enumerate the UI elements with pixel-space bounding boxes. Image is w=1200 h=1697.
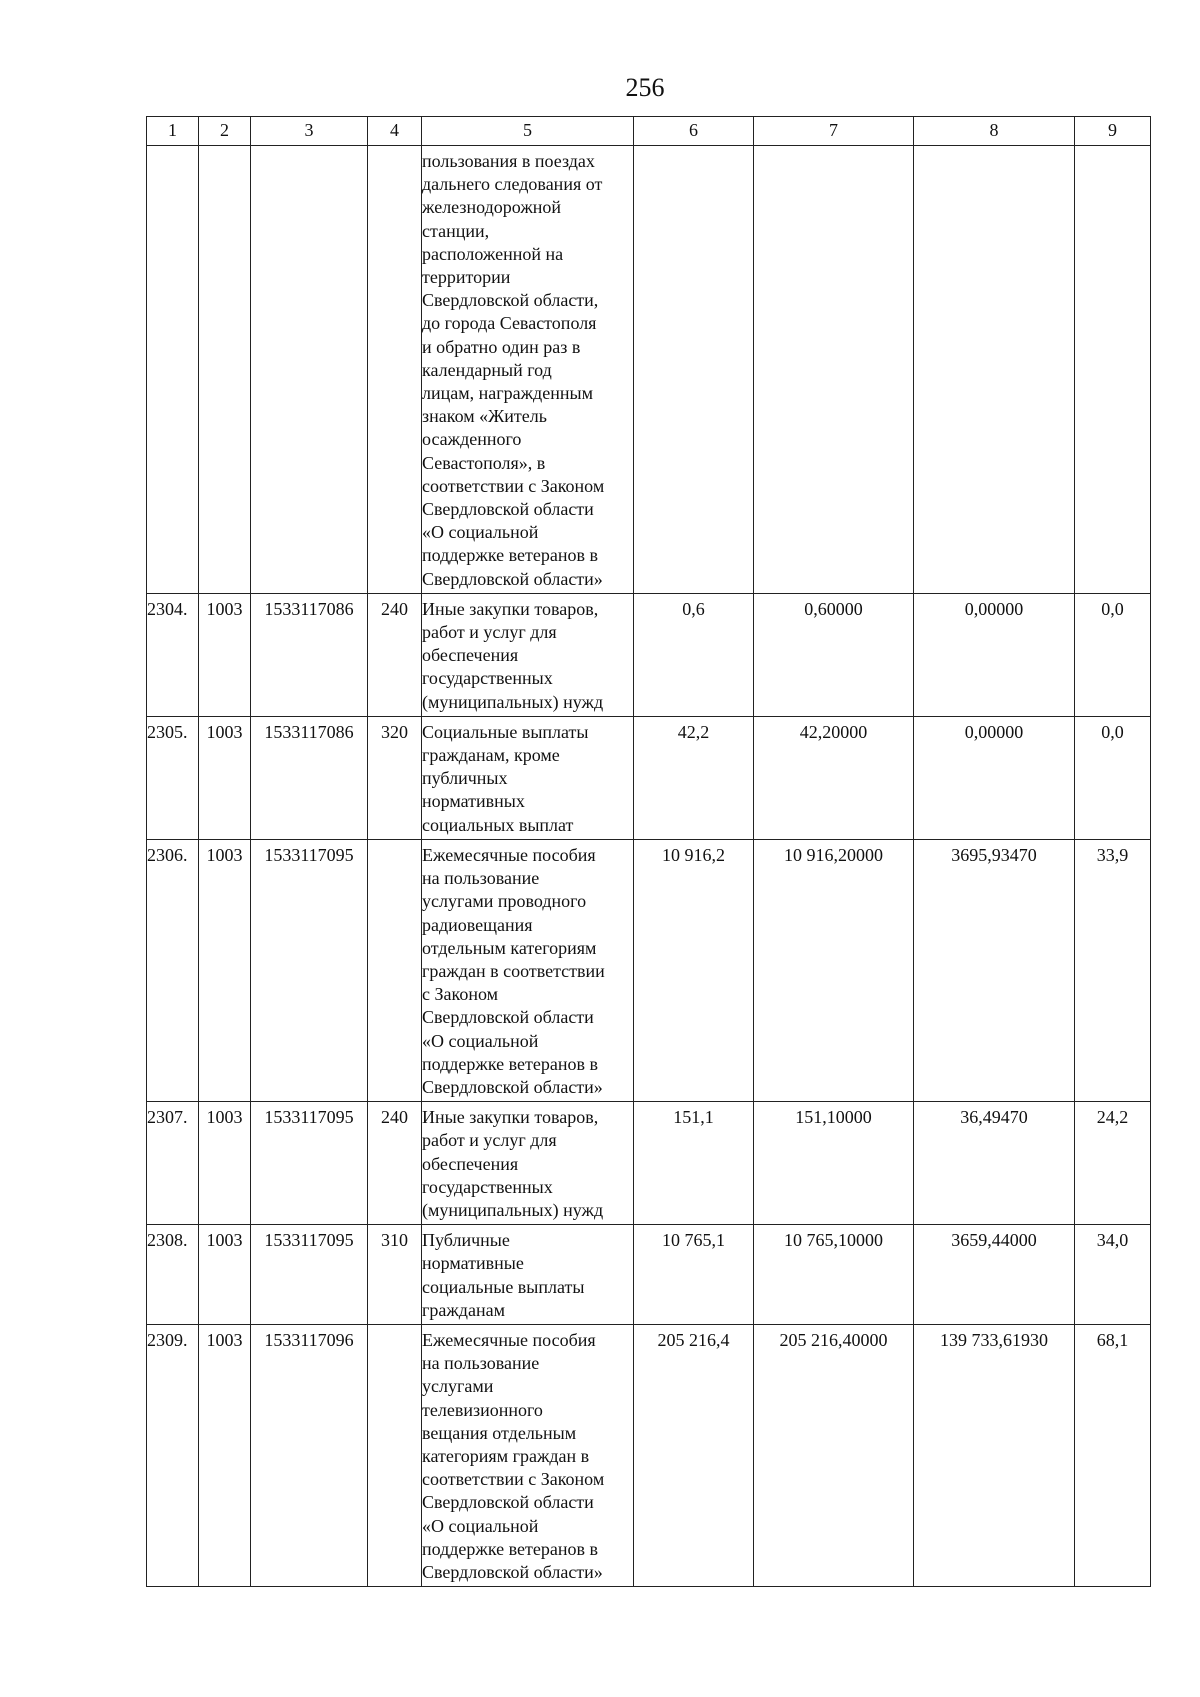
item-name-line: календарный год xyxy=(422,359,552,380)
execution-percent-cell xyxy=(1075,146,1151,594)
item-name-cell xyxy=(422,146,634,594)
table-row xyxy=(147,839,1151,1101)
item-name-line: соответствии с Законом xyxy=(422,475,605,496)
table-row xyxy=(147,1324,1151,1586)
item-name-line: работ и услуг для xyxy=(422,1130,557,1151)
item-name-line: до города Севастополя xyxy=(422,313,597,334)
section-code-cell: 1003 xyxy=(199,716,251,839)
item-name-line: социальные выплаты xyxy=(422,1276,585,1297)
specified-amount-cell: 42,20000 xyxy=(754,716,914,839)
item-name-line: Ежемесячные пособия xyxy=(422,844,596,865)
item-name-cell xyxy=(422,1324,634,1586)
plan-amount-cell: 42,2 xyxy=(634,716,754,839)
expense-type-cell: 240 xyxy=(368,1102,422,1225)
item-name-line: Свердловской области, xyxy=(422,290,599,311)
executed-amount-cell xyxy=(914,146,1075,594)
item-name-cell xyxy=(422,1102,634,1225)
section-code-cell: 1003 xyxy=(199,593,251,716)
execution-percent-cell: 34,0 xyxy=(1075,1225,1151,1325)
item-name-line: поддержке ветеранов в xyxy=(422,545,599,566)
item-name-line: Свердловской области xyxy=(422,1492,594,1513)
section-code-cell: 1003 xyxy=(199,1102,251,1225)
item-name-line: «О социальной xyxy=(422,1030,539,1051)
item-name-line: нормативные xyxy=(422,1253,524,1274)
page-number: 256 xyxy=(625,73,665,102)
table-row xyxy=(147,1225,1151,1325)
specified-amount-cell: 151,10000 xyxy=(754,1102,914,1225)
target-code-cell: 1533117095 xyxy=(251,1102,368,1225)
table-row xyxy=(147,716,1151,839)
item-name-line: публичных xyxy=(422,768,508,789)
item-name-line: Социальные выплаты xyxy=(422,721,589,742)
item-name-line: социальных выплат xyxy=(422,814,574,835)
table-row xyxy=(147,1102,1151,1225)
item-name-line: государственных xyxy=(422,668,553,689)
specified-amount-cell: 205 216,40000 xyxy=(754,1324,914,1586)
item-name-line: станции, xyxy=(422,220,490,241)
target-code-cell: 1533117096 xyxy=(251,1324,368,1586)
expense-type-cell: 310 xyxy=(368,1225,422,1325)
item-name-line: Свердловской области» xyxy=(422,568,603,589)
execution-percent-cell: 68,1 xyxy=(1075,1324,1151,1586)
row-number-cell: 2308. xyxy=(147,1225,199,1325)
item-name-line: нормативных xyxy=(422,791,525,812)
section-code-cell: 1003 xyxy=(199,1324,251,1586)
item-name-line: обеспечения xyxy=(422,1153,519,1174)
target-code-cell: 1533117086 xyxy=(251,716,368,839)
item-name-line: расположенной на xyxy=(422,243,564,264)
execution-percent-cell: 0,0 xyxy=(1075,593,1151,716)
expense-type-cell xyxy=(368,1324,422,1586)
item-name-line: государственных xyxy=(422,1176,553,1197)
execution-percent-cell: 24,2 xyxy=(1075,1102,1151,1225)
col-header-6: 6 xyxy=(634,117,754,146)
item-name-cell xyxy=(422,593,634,716)
item-name-line: дальнего следования от xyxy=(422,174,603,195)
col-header-7: 7 xyxy=(754,117,914,146)
col-header-2: 2 xyxy=(199,117,251,146)
item-name-line: на пользование xyxy=(422,1353,540,1374)
execution-percent-cell: 0,0 xyxy=(1075,716,1151,839)
col-header-1: 1 xyxy=(147,117,199,146)
item-name-line: отдельным категориям xyxy=(422,937,597,958)
item-name-line: услугами xyxy=(422,1376,494,1397)
row-number-cell: 2306. xyxy=(147,839,199,1101)
table-row xyxy=(147,146,1151,594)
item-name-line: (муниципальных) нужд xyxy=(422,691,604,712)
item-name-line: вещания отдельным xyxy=(422,1422,577,1443)
item-name-line: осажденного xyxy=(422,429,522,450)
executed-amount-cell: 3695,93470 xyxy=(914,839,1075,1101)
item-name-line: категориям граждан в xyxy=(422,1445,590,1466)
executed-amount-cell: 36,49470 xyxy=(914,1102,1075,1225)
item-name-line: радиовещания xyxy=(422,914,533,935)
item-name-line: поддержке ветеранов в xyxy=(422,1053,599,1074)
budget-table xyxy=(146,116,1151,1587)
item-name-line: Ежемесячные пособия xyxy=(422,1329,596,1350)
target-code-cell xyxy=(251,146,368,594)
row-number-cell xyxy=(147,146,199,594)
row-number-cell: 2305. xyxy=(147,716,199,839)
plan-amount-cell: 10 916,2 xyxy=(634,839,754,1101)
col-header-8: 8 xyxy=(914,117,1075,146)
plan-amount-cell: 10 765,1 xyxy=(634,1225,754,1325)
expense-type-cell: 320 xyxy=(368,716,422,839)
specified-amount-cell: 10 916,20000 xyxy=(754,839,914,1101)
item-name-line: лицам, награжденным xyxy=(422,383,593,404)
col-header-9: 9 xyxy=(1075,117,1151,146)
section-code-cell: 1003 xyxy=(199,839,251,1101)
executed-amount-cell: 0,00000 xyxy=(914,716,1075,839)
header-row xyxy=(147,117,1151,146)
item-name-line: «О социальной xyxy=(422,522,539,543)
row-number-cell: 2307. xyxy=(147,1102,199,1225)
item-name-line: Свердловской области xyxy=(422,499,594,520)
item-name-line: Свердловской области xyxy=(422,1007,594,1028)
specified-amount-cell: 10 765,10000 xyxy=(754,1225,914,1325)
item-name-line: гражданам xyxy=(422,1299,505,1320)
item-name-line: и обратно один раз в xyxy=(422,336,581,357)
item-name-line: соответствии с Законом xyxy=(422,1469,605,1490)
item-name-cell xyxy=(422,839,634,1101)
item-name-line: пользования в поездах xyxy=(422,151,595,171)
item-name-line: с Законом xyxy=(422,984,499,1005)
item-name-line: услугами проводного xyxy=(422,891,587,912)
item-name-cell xyxy=(422,716,634,839)
item-name-line: Свердловской области» xyxy=(422,1076,603,1097)
item-name-line: территории xyxy=(422,267,511,288)
table-body xyxy=(147,146,1151,1587)
item-name-line: (муниципальных) нужд xyxy=(422,1199,604,1220)
item-name-line: Севастополя», в xyxy=(422,452,546,473)
item-name-line: граждан в соответствии xyxy=(422,960,605,981)
expense-type-cell: 240 xyxy=(368,593,422,716)
item-name-cell xyxy=(422,1225,634,1325)
execution-percent-cell: 33,9 xyxy=(1075,839,1151,1101)
item-name-line: Иные закупки товаров, xyxy=(422,1107,599,1128)
item-name-line: «О социальной xyxy=(422,1515,539,1536)
col-header-4: 4 xyxy=(368,117,422,146)
item-name-line: обеспечения xyxy=(422,645,519,666)
target-code-cell: 1533117095 xyxy=(251,839,368,1101)
target-code-cell: 1533117086 xyxy=(251,593,368,716)
item-name-line: поддержке ветеранов в xyxy=(422,1538,599,1559)
plan-amount-cell: 0,6 xyxy=(634,593,754,716)
specified-amount-cell: 0,60000 xyxy=(754,593,914,716)
executed-amount-cell: 0,00000 xyxy=(914,593,1075,716)
item-name-line: Публичные xyxy=(422,1230,510,1251)
row-number-cell: 2309. xyxy=(147,1324,199,1586)
expense-type-cell xyxy=(368,839,422,1101)
item-name-line: телевизионного xyxy=(422,1399,543,1420)
col-header-5: 5 xyxy=(422,117,634,146)
table-row xyxy=(147,593,1151,716)
plan-amount-cell: 205 216,4 xyxy=(634,1324,754,1586)
plan-amount-cell: 151,1 xyxy=(634,1102,754,1225)
item-name-line: знаком «Житель xyxy=(422,406,547,427)
item-name-line: Иные закупки товаров, xyxy=(422,598,599,619)
row-number-cell: 2304. xyxy=(147,593,199,716)
item-name-line: работ и услуг для xyxy=(422,622,557,643)
section-code-cell xyxy=(199,146,251,594)
target-code-cell: 1533117095 xyxy=(251,1225,368,1325)
plan-amount-cell xyxy=(634,146,754,594)
item-name-line: на пользование xyxy=(422,868,540,889)
item-name-line: железнодорожной xyxy=(422,197,562,218)
item-name-line: Свердловской области» xyxy=(422,1561,603,1582)
col-header-3: 3 xyxy=(251,117,368,146)
executed-amount-cell: 139 733,61930 xyxy=(914,1324,1075,1586)
section-code-cell: 1003 xyxy=(199,1225,251,1325)
expense-type-cell xyxy=(368,146,422,594)
executed-amount-cell: 3659,44000 xyxy=(914,1225,1075,1325)
specified-amount-cell xyxy=(754,146,914,594)
item-name-line: гражданам, кроме xyxy=(422,745,560,766)
